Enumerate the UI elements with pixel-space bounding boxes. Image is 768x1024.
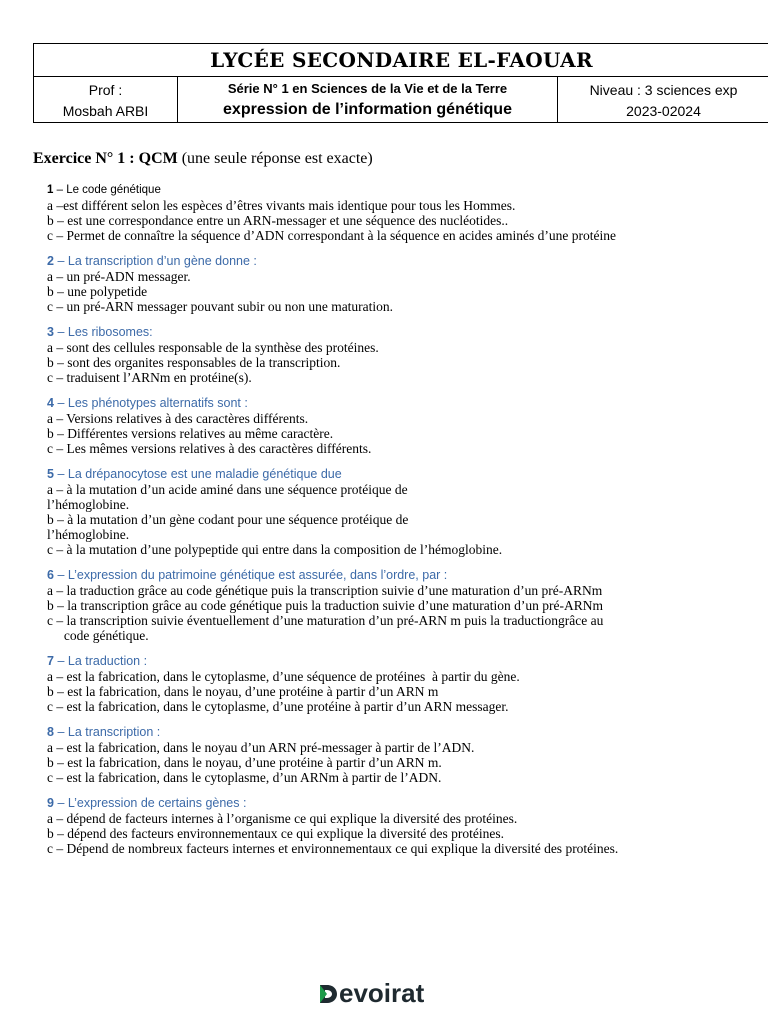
answer-option: c – un pré-ARN messager pouvant subir ou non une maturation. <box>47 299 394 314</box>
question-number: 9 <box>47 796 54 810</box>
level-label: Niveau : 3 sciences exp <box>589 82 738 98</box>
answer-option: a – un pré-ADN messager. <box>47 269 191 284</box>
question-title: – L’expression de certains gènes : <box>57 796 247 810</box>
exercise-title: Exercice N° 1 : QCM <box>33 150 178 167</box>
devoirat-logo-icon <box>318 982 338 1006</box>
level-cell <box>558 77 768 123</box>
question-heading <box>47 466 747 482</box>
answer-option: a –est différent selon les espèces d’êtres vivants mais identique pour tous les Hommes. <box>47 198 516 213</box>
question-number: 1 <box>47 184 54 196</box>
answer-option: c – la transcription suivie éventuellement d’une maturation d’un pré-ARN m puis la traductiongrâce au code génétique. <box>47 613 604 643</box>
prof-label: Prof : <box>88 82 123 98</box>
answer-option: c – est la fabrication, dans le cytoplasme, d’une protéine à partir d’un ARN messager. <box>47 699 509 714</box>
question-6 <box>47 567 747 643</box>
question-heading <box>47 395 747 411</box>
answer-option: a – Versions relatives à des caractères différents. <box>47 411 309 426</box>
school-title: LYCÉE SECONDAIRE EL-FAOUAR <box>34 44 768 77</box>
question-1 <box>47 182 747 243</box>
answer-option: b – la transcription grâce au code génétique puis la traduction suivie d’une maturation d’un pré-ARNm <box>47 598 603 613</box>
answer-option: b – est une correspondance entre un ARN-messager et une séquence des nucléotides.. <box>47 213 509 228</box>
answer-option: c – Permet de connaître la séquence d’ADN correspondant à la séquence en acides aminés d’une protéine <box>47 228 617 243</box>
exercise-heading <box>33 150 373 168</box>
question-title: – Le code génétique <box>56 184 161 196</box>
answer-option: b – est la fabrication, dans le noyau, d’une protéine à partir d’un ARN m. <box>47 755 442 770</box>
question-7 <box>47 653 747 714</box>
question-title: – La transcription d’un gène donne : <box>57 254 257 268</box>
header-table <box>33 43 768 123</box>
question-2 <box>47 253 747 314</box>
question-title: – La transcription : <box>57 725 161 739</box>
question-number: 6 <box>47 568 54 582</box>
answer-option: c – à la mutation d’une polypeptide qui entre dans la composition de l’hémoglobine. <box>47 542 503 557</box>
question-4 <box>47 395 747 456</box>
exercise-subtitle: (une seule réponse est exacte) <box>181 150 373 167</box>
question-number: 5 <box>47 467 54 481</box>
question-heading <box>47 182 747 198</box>
answer-option: c – Dépend de nombreux facteurs internes et environnementaux ce qui explique la diversité des protéines. <box>47 841 619 856</box>
question-8 <box>47 724 747 785</box>
question-number: 4 <box>47 396 54 410</box>
question-title: – La traduction : <box>57 654 148 668</box>
question-heading <box>47 653 747 669</box>
question-title: – La drépanocytose est une maladie génétique due <box>57 467 342 481</box>
topic-title: expression de l’information génétique <box>223 101 512 118</box>
answer-option: b – dépend des facteurs environnementaux ce qui explique la diversité des protéines. <box>47 826 504 841</box>
question-number: 3 <box>47 325 54 339</box>
question-3 <box>47 324 747 385</box>
question-list <box>47 182 747 866</box>
answer-option: c – est la fabrication, dans le cytoplasme, d’un ARNm à partir de l’ADN. <box>47 770 442 785</box>
answer-option: a – sont des cellules responsable de la synthèse des protéines. <box>47 340 379 355</box>
answer-option: b – sont des organites responsables de la transcription. <box>47 355 341 370</box>
question-title: – Les phénotypes alternatifs sont : <box>57 396 248 410</box>
info-row <box>34 77 768 123</box>
question-9 <box>47 795 747 856</box>
question-heading <box>47 567 747 583</box>
answer-option: a – est la fabrication, dans le cytoplasme, d’une séquence de protéines à partir du gène. <box>47 669 520 684</box>
school-year: 2023-02024 <box>626 103 701 119</box>
devoirat-brand-text: evoirat <box>339 978 425 1008</box>
prof-cell <box>34 77 178 123</box>
question-number: 8 <box>47 725 54 739</box>
prof-name: Mosbah ARBI <box>62 103 149 119</box>
question-heading <box>47 324 747 340</box>
answer-option: b – Différentes versions relatives au même caractère. <box>47 426 334 441</box>
question-heading <box>47 724 747 740</box>
answer-option: b – une polypetide <box>47 284 148 299</box>
answer-option: b – à la mutation d’un gène codant pour une séquence protéique de l’hémoglobine. <box>47 512 409 542</box>
answer-option: b – est la fabrication, dans le noyau, d’une protéine à partir d’un ARN m <box>47 684 439 699</box>
devoirat-logo <box>318 978 424 1009</box>
answer-option: c – Les mêmes versions relatives à des caractères différents. <box>47 441 372 456</box>
series-title: Série N° 1 en Sciences de la Vie et de la Terre <box>227 81 508 96</box>
answer-option: a – dépend de facteurs internes à l’organisme ce qui explique la diversité des protéines. <box>47 811 518 826</box>
series-cell <box>178 77 558 123</box>
question-title: – Les ribosomes: <box>57 325 153 339</box>
question-heading <box>47 253 747 269</box>
answer-option: a – est la fabrication, dans le noyau d’un ARN pré-messager à partir de l’ADN. <box>47 740 475 755</box>
question-title: – L’expression du patrimoine génétique est assurée, dans l’ordre, par : <box>57 568 448 582</box>
question-heading <box>47 795 747 811</box>
question-number: 2 <box>47 254 54 268</box>
answer-option: a – à la mutation d’un acide aminé dans une séquence protéique de l’hémoglobine. <box>47 482 408 512</box>
question-number: 7 <box>47 654 54 668</box>
answer-option: c – traduisent l’ARNm en protéine(s). <box>47 370 252 385</box>
question-5 <box>47 466 747 557</box>
answer-option: a – la traduction grâce au code génétique puis la transcription suivie d’une maturation d’un pré-ARNm <box>47 583 603 598</box>
